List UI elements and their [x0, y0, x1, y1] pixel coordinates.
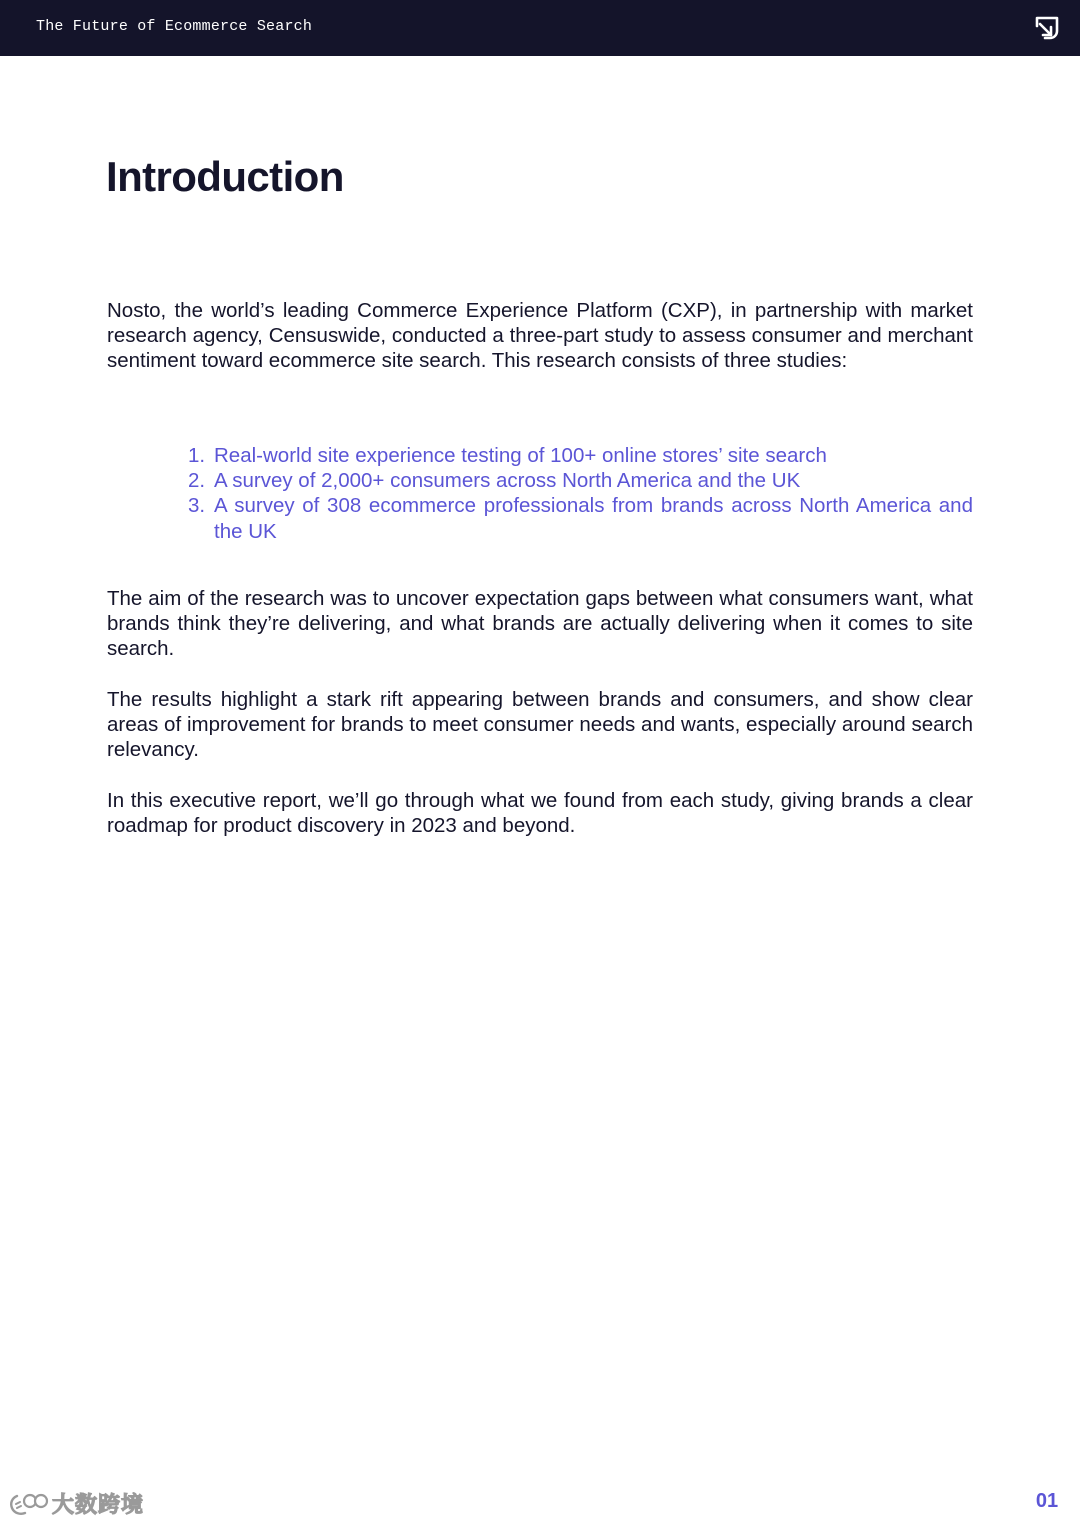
study-item: [188, 493, 973, 543]
watermark-logo-icon: [8, 1492, 50, 1518]
study-text: Real-world site experience testing of 100+ online stores’ site search: [214, 444, 827, 467]
study-item: [188, 468, 973, 493]
study-number: 2.: [188, 469, 206, 493]
report-paragraph: In this executive report, we’ll go through what we found from each study, giving brands a clear roadmap for product discovery in 2023 and beyond.: [107, 789, 973, 838]
study-number: 1.: [188, 444, 206, 467]
study-item: [188, 443, 973, 468]
study-number: 3.: [188, 494, 206, 518]
watermark-text: 大数跨境: [52, 1492, 145, 1517]
intro-paragraph: Nosto, the world’s leading Commerce Experience Platform (CXP), in partnership with market research agency, Censuswide, conducted a three-part study to assess consumer and merchant sentiment toward ecommerce site search. This research consists of three studies:: [107, 299, 973, 373]
study-text: A survey of 2,000+ consumers across North America and the UK: [214, 469, 801, 493]
page-heading: Introduction: [106, 153, 344, 200]
watermark: [8, 1490, 158, 1520]
aim-paragraph: The aim of the research was to uncover expectation gaps between what consumers want, what brands think they’re delivering, and what brands are actually delivering when it comes to site search.: [107, 587, 973, 661]
study-text: A survey of 308 ecommerce professionals from brands across North America and the UK: [214, 494, 973, 543]
results-paragraph: The results highlight a stark rift appearing between brands and consumers, and show clear areas of improvement for brands to meet consumer needs and wants, especially around search relevancy.: [107, 688, 973, 762]
studies-list: [188, 443, 973, 544]
document-title: The Future of Ecommerce Search: [36, 18, 313, 35]
nosto-arrow-logo-icon: [1034, 15, 1060, 41]
top-bar: [0, 0, 1080, 56]
page-number: 01: [1035, 1490, 1059, 1512]
